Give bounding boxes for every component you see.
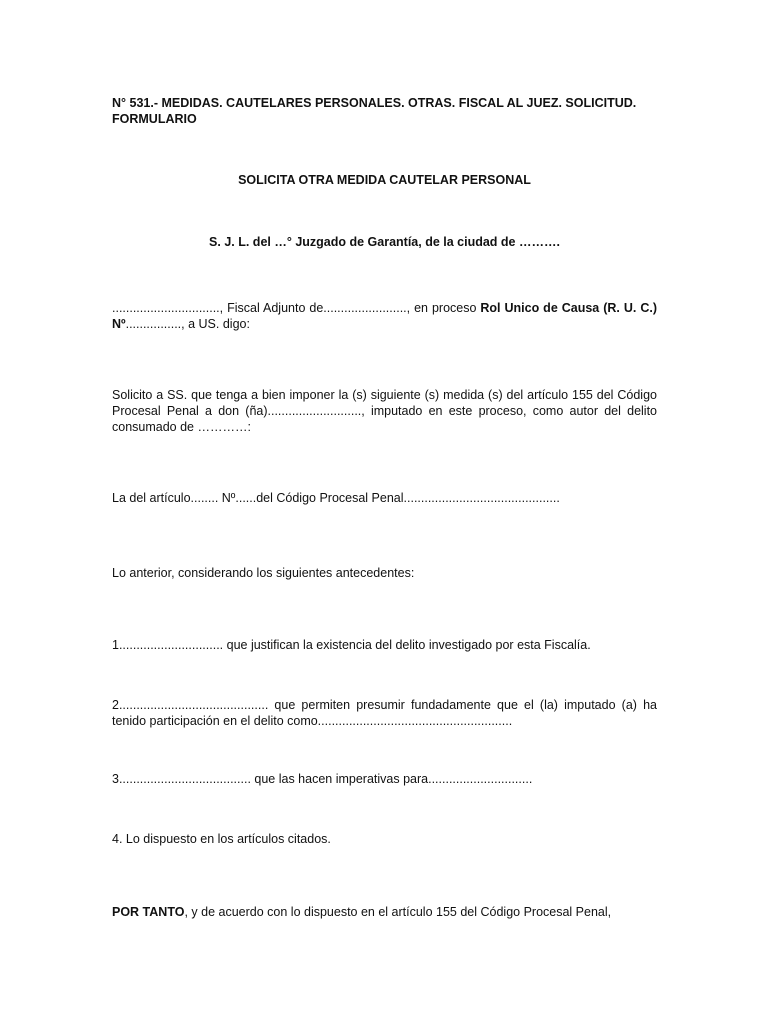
antecedent-item-4: 4. Lo dispuesto en los artículos citados. [112, 832, 331, 846]
por-tanto-paragraph [112, 904, 657, 920]
considering-paragraph: Lo anterior, considerando los siguientes antecedentes: [112, 566, 415, 580]
antecedent-item-1: 1.............................. que justifican la existencia del delito investigado por esta Fiscalía. [112, 638, 591, 652]
intro-ruc-label: Rol Unico de Causa (R. U. C.) Nº [112, 301, 657, 331]
intro-paragraph [112, 300, 657, 332]
antecedent-item-2: 2........................................... que permiten presumir fundadamente que el (la) imputado (a) ha tenido participación en el delito como........................................................ [112, 698, 657, 728]
document-heading: N° 531.- MEDIDAS. CAUTELARES PERSONALES. OTRAS. FISCAL AL JUEZ. SOLICITUD. FORMULARIO [112, 96, 637, 126]
article-paragraph: La del artículo........ Nº......del Código Procesal Penal............................................. [112, 491, 560, 505]
por-tanto-label: POR TANTO [112, 905, 185, 919]
antecedent-item-3: 3...................................... que las hacen imperativas para.............................. [112, 772, 533, 786]
intro-text-part1: ..............................., Fiscal Adjunto de........................, en proceso [112, 301, 481, 315]
document-title: SOLICITA OTRA MEDIDA CAUTELAR PERSONAL [238, 173, 531, 187]
addressee-line: S. J. L. del …° Juzgado de Garantía, de la ciudad de ………. [209, 235, 560, 249]
request-paragraph: Solicito a SS. que tenga a bien imponer la (s) siguiente (s) medida (s) del artículo 155 del Código Procesal Penal a don (ña)..........................., imputado en este proceso, como autor del delito consumado de …………: [112, 388, 657, 434]
intro-text-part2: ................, a US. digo: [125, 317, 250, 331]
por-tanto-text: , y de acuerdo con lo dispuesto en el artículo 155 del Código Procesal Penal, [184, 905, 612, 919]
